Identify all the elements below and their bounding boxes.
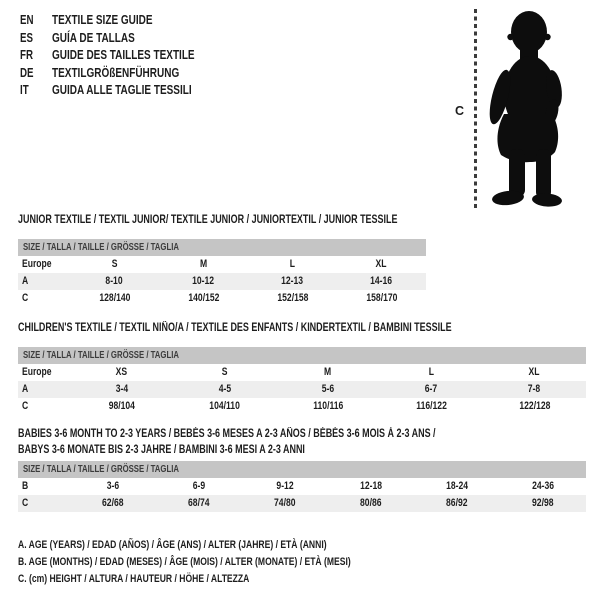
size-cell: 74/80 <box>274 497 296 509</box>
children-size-table <box>18 347 586 415</box>
language-row-de <box>20 65 230 83</box>
language-code: FR <box>20 48 34 62</box>
row-label: C <box>22 292 29 304</box>
table-row <box>18 364 586 381</box>
size-cell: 98/104 <box>108 400 135 412</box>
row-label: Europe <box>22 366 52 378</box>
size-cell: 116/122 <box>415 400 447 412</box>
size-cell: L <box>428 366 434 378</box>
language-row-en <box>20 12 230 30</box>
row-label: A <box>22 275 29 287</box>
note-height-cm: C. (cm) HEIGHT / ALTURA / HAUTEUR / HÖHE / ALTEZZA <box>18 573 250 585</box>
language-code: ES <box>20 30 34 45</box>
size-cell: 10-12 <box>192 275 215 287</box>
note-age-months: B. AGE (MONTHS) / EDAD (MESES) / ÂGE (MOIS) / ALTER (MONATE) / ETÀ (MESI) <box>18 556 351 568</box>
size-cell: 3-6 <box>106 480 120 492</box>
size-cell: 6-7 <box>424 383 438 395</box>
size-cell: S <box>221 366 228 378</box>
language-list <box>20 12 230 100</box>
language-code: IT <box>20 83 29 97</box>
size-cell: 6-9 <box>192 480 206 492</box>
language-label: GUIDE DES TAILLES TEXTILE <box>52 48 195 62</box>
size-cell: 122/128 <box>518 400 550 412</box>
size-header-bar: SIZE / TALLA / TAILLE / GRÖSSE / TAGLIA <box>18 461 586 478</box>
height-dashed-line <box>474 9 477 208</box>
language-code: DE <box>20 65 34 80</box>
toddler-silhouette-icon <box>484 9 570 207</box>
table-row <box>18 256 426 273</box>
size-cell: 158/170 <box>365 292 398 304</box>
size-cell: M <box>324 366 332 378</box>
size-cell: M <box>199 258 208 270</box>
language-label: TEXTILE SIZE GUIDE <box>52 13 153 27</box>
height-measure-label: C <box>455 104 465 118</box>
table-row <box>18 381 586 398</box>
size-cell: 4-5 <box>218 383 231 395</box>
size-header-bar: SIZE / TALLA / TAILLE / GRÖSSE / TAGLIA <box>18 239 426 256</box>
language-label: TEXTILGRÖßENFÜHRUNG <box>52 65 180 80</box>
junior-section-title: JUNIOR TEXTILE / TEXTIL JUNIOR/ TEXTILE JUNIOR / JUNIORTEXTIL / JUNIOR TESSILE <box>18 214 398 226</box>
language-row-it <box>20 82 230 100</box>
row-label: C <box>22 497 29 509</box>
size-cell: 80/86 <box>360 497 382 509</box>
junior-size-table <box>18 239 426 307</box>
table-row <box>18 290 426 307</box>
size-cell: 12-18 <box>360 480 382 492</box>
babies-size-table <box>18 461 586 512</box>
language-row-fr <box>20 47 230 65</box>
table-row <box>18 495 586 512</box>
size-cell: 86/92 <box>446 497 468 509</box>
babies-section-title: BABIES 3-6 MONTH TO 2-3 YEARS / BEBÉS 3-6 MESES A 2-3 AÑOS / BÉBÉS 3-6 MOIS À 2-3 ANS / BABYS 3-6 MONATE BIS 2-3 JAHRE / BAMBINI 3-6 MESI A 2-3 ANNI <box>18 428 436 456</box>
language-row-es <box>20 30 230 48</box>
size-cell: 5-6 <box>321 383 335 395</box>
size-cell: 128/140 <box>98 292 131 304</box>
size-cell: 104/110 <box>209 400 241 412</box>
row-label: B <box>22 480 29 492</box>
row-label: A <box>22 383 29 395</box>
size-cell: 68/74 <box>188 497 210 509</box>
size-cell: XL <box>528 366 540 378</box>
size-cell: 8-10 <box>105 275 124 287</box>
note-age-years: A. AGE (YEARS) / EDAD (AÑOS) / ÂGE (ANS) / ALTER (JAHRE) / ETÀ (ANNI) <box>18 539 327 551</box>
size-cell: 14-16 <box>370 275 393 287</box>
size-cell: 24-36 <box>532 480 554 492</box>
size-cell: 110/116 <box>312 400 344 412</box>
language-label: GUIDA ALLE TAGLIE TESSILI <box>52 83 192 97</box>
legend-notes <box>18 537 445 588</box>
size-cell: 62/68 <box>102 497 124 509</box>
row-label: C <box>22 400 29 412</box>
size-cell: 12-13 <box>281 275 304 287</box>
language-code: EN <box>20 13 34 27</box>
size-cell: 18-24 <box>446 480 468 492</box>
size-cell: L <box>289 258 296 270</box>
size-cell: XL <box>376 258 387 270</box>
row-label: Europe <box>22 258 52 270</box>
size-cell: 7-8 <box>528 383 541 395</box>
size-cell: 152/158 <box>276 292 309 304</box>
table-row <box>18 398 586 415</box>
size-cell: 140/152 <box>187 292 220 304</box>
children-section-title: CHILDREN'S TEXTILE / TEXTIL NIÑO/A / TEXTILE DES ENFANTS / KINDERTEXTIL / BAMBINI TESSILE <box>18 322 452 334</box>
size-cell: 9-12 <box>276 480 294 492</box>
size-cell: S <box>111 258 118 270</box>
size-cell: 92/98 <box>532 497 554 509</box>
table-row <box>18 273 426 290</box>
size-header-bar: SIZE / TALLA / TAILLE / GRÖSSE / TAGLIA <box>18 347 586 364</box>
table-row <box>18 478 586 495</box>
language-label: GUÍA DE TALLAS <box>52 30 135 45</box>
size-cell: XS <box>115 366 128 378</box>
size-cell: 3-4 <box>115 383 128 395</box>
